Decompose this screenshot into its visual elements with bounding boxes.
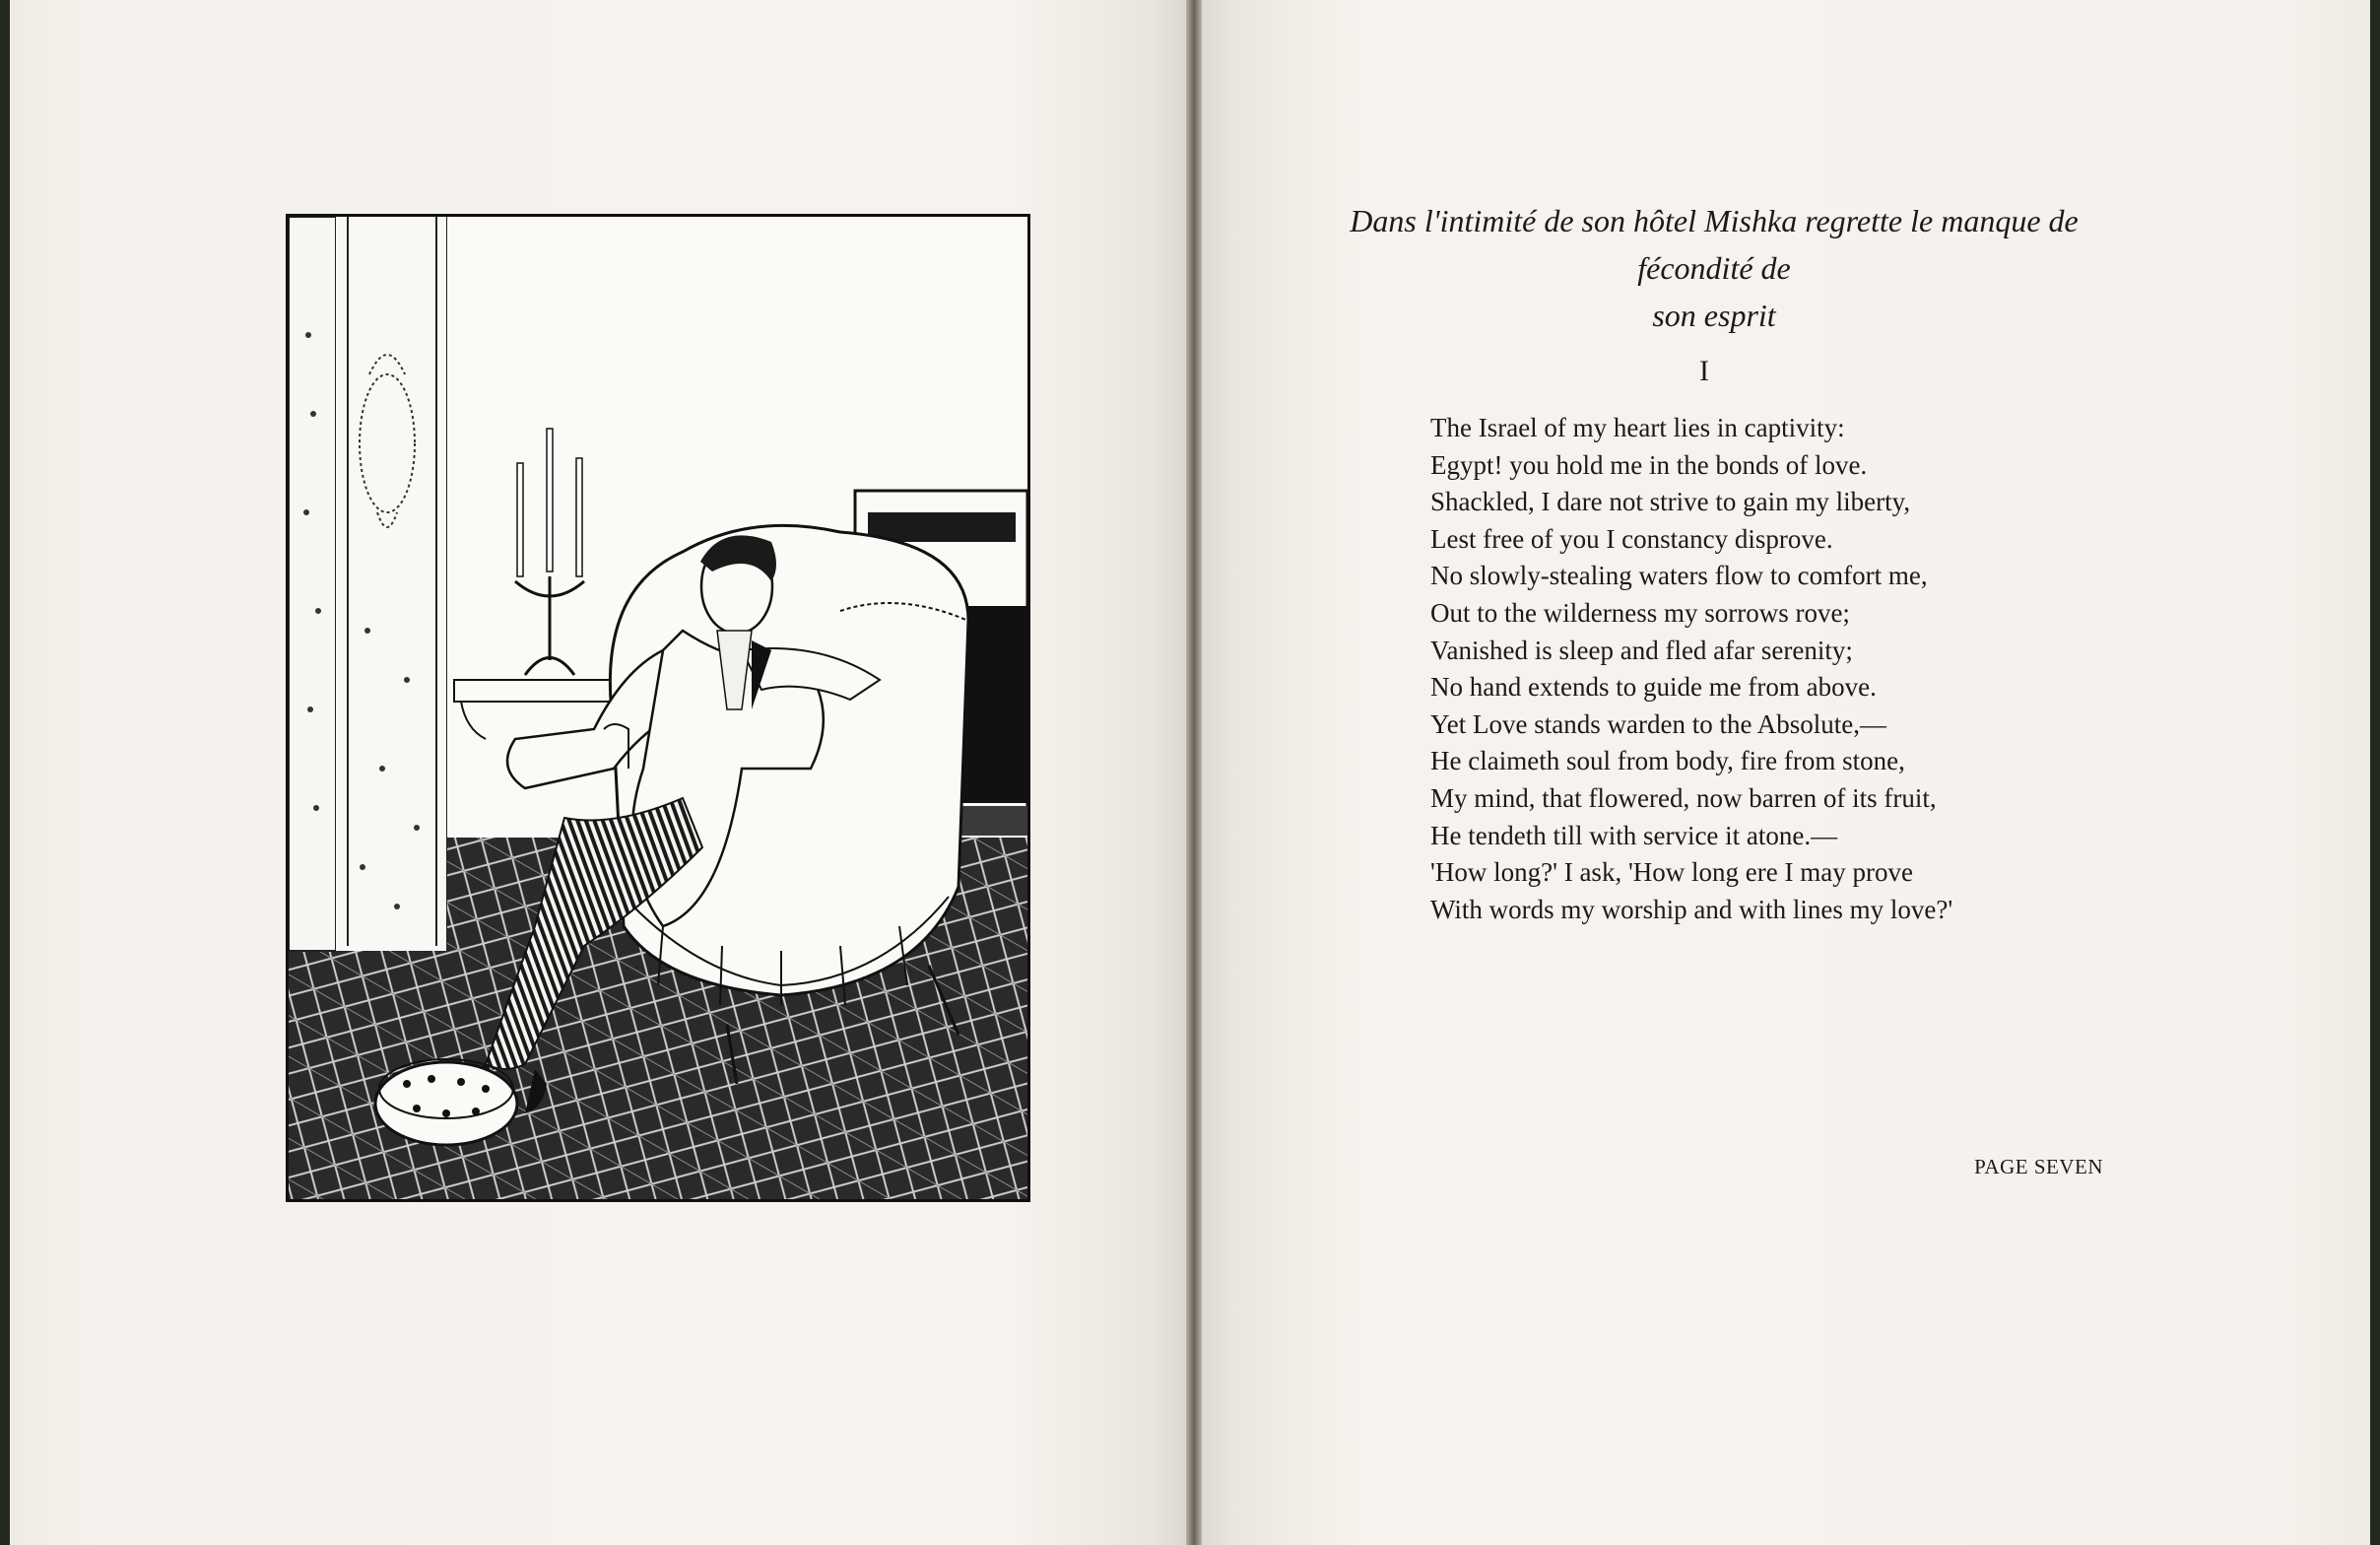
poem-line: Yet Love stands warden to the Absolute,— bbox=[1430, 708, 1886, 739]
poem-line: No slowly-stealing waters flow to comfort me, bbox=[1430, 561, 1928, 591]
poem-line: No hand extends to guide me from above. bbox=[1430, 672, 1877, 703]
poem-line: He claimeth soul from body, fire from stone, bbox=[1430, 746, 1905, 776]
section-numeral: I bbox=[1699, 355, 1709, 387]
man-in-armchair-illustration bbox=[286, 214, 1030, 1202]
poem-line: Lest free of you I constancy disprove. bbox=[1430, 523, 1833, 554]
caption-line-1: Dans l'intimité de son hôtel Mishka regrette le manque de fécondité de bbox=[1350, 203, 2079, 286]
illustration-caption bbox=[1320, 197, 2108, 339]
poem-line: Shackled, I dare not strive to gain my liberty, bbox=[1430, 487, 1911, 517]
poem-line: Out to the wilderness my sorrows rove; bbox=[1430, 597, 1850, 628]
poem-line: My mind, that flowered, now barren of its fruit, bbox=[1430, 782, 1937, 813]
poem-line: With words my worship and with lines my love?' bbox=[1430, 894, 1953, 924]
curtain-drawing bbox=[289, 217, 446, 951]
book-gutter bbox=[1186, 0, 1202, 1545]
poem-line: 'How long?' I ask, 'How long ere I may prove bbox=[1430, 857, 1913, 888]
page-number: PAGE SEVEN bbox=[1974, 1155, 2103, 1178]
poem-line: Egypt! you hold me in the bonds of love. bbox=[1430, 449, 1868, 480]
poem-line: Vanished is sleep and fled afar serenity; bbox=[1430, 635, 1853, 665]
poem-line: He tendeth till with service it atone.— bbox=[1430, 820, 1838, 850]
poem-body bbox=[1430, 410, 2120, 928]
caption-line-2: son esprit bbox=[1652, 298, 1776, 333]
poem-line: The Israel of my heart lies in captivity: bbox=[1430, 413, 1845, 442]
